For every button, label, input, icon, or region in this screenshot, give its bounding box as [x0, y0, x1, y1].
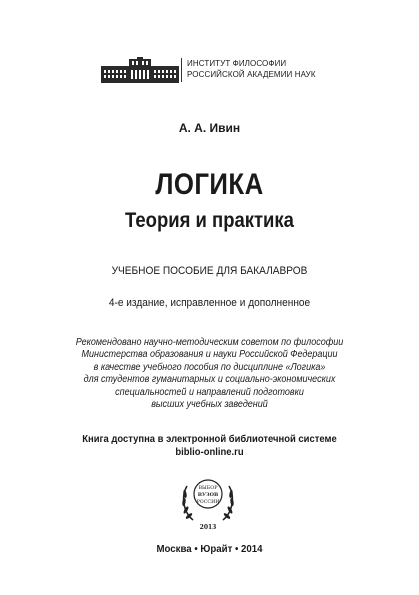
book-title: ЛОГИКА	[155, 168, 264, 201]
recommendation-block	[21, 337, 398, 411]
seal-text-middle: ВУЗОВ	[197, 492, 219, 498]
book-subtitle: Теория и практика	[125, 209, 294, 232]
library-notice	[21, 433, 398, 459]
seal-text-bottom: РОССИИ	[196, 500, 220, 505]
imprint: Москва • Юрайт • 2014	[156, 543, 263, 555]
recommendation-line: в качестве учебного пособия по дисциплине «Логика»	[93, 361, 326, 373]
author-name: А. А. Ивин	[178, 121, 241, 135]
recommendation-line: специальностей и направлений подготовки	[115, 386, 304, 398]
vuz-choice-seal	[177, 470, 239, 532]
recommendation-line: для студентов гуманитарных и социально-экономических	[83, 374, 336, 386]
edition-info: 4-е издание, исправленное и дополненное	[108, 297, 311, 309]
institute-building-logo	[101, 57, 179, 83]
seal-year: 2013	[199, 524, 217, 531]
institute-name-line2: РОССИЙСКОЙ АКАДЕМИИ НАУК	[187, 70, 316, 79]
institute-name-line1: ИНСТИТУТ ФИЛОСОФИИ	[187, 59, 287, 68]
recommendation-line: Рекомендовано научно-методическим советом по философии	[75, 337, 344, 348]
edu-type: УЧЕБНОЕ ПОСОБИЕ ДЛЯ БАКАЛАВРОВ	[111, 265, 308, 277]
institute-divider	[181, 58, 182, 82]
library-url: biblio-online.ru	[175, 446, 244, 458]
seal-text-top: ВЫБОР	[198, 486, 218, 491]
library-notice-line: Книга доступна в электронной библиотечной системе	[82, 433, 337, 445]
recommendation-line: высших учебных заведений	[151, 399, 268, 411]
recommendation-line: Министерства образования и науки Российской Федерации	[81, 349, 338, 361]
institute-name	[187, 58, 316, 80]
